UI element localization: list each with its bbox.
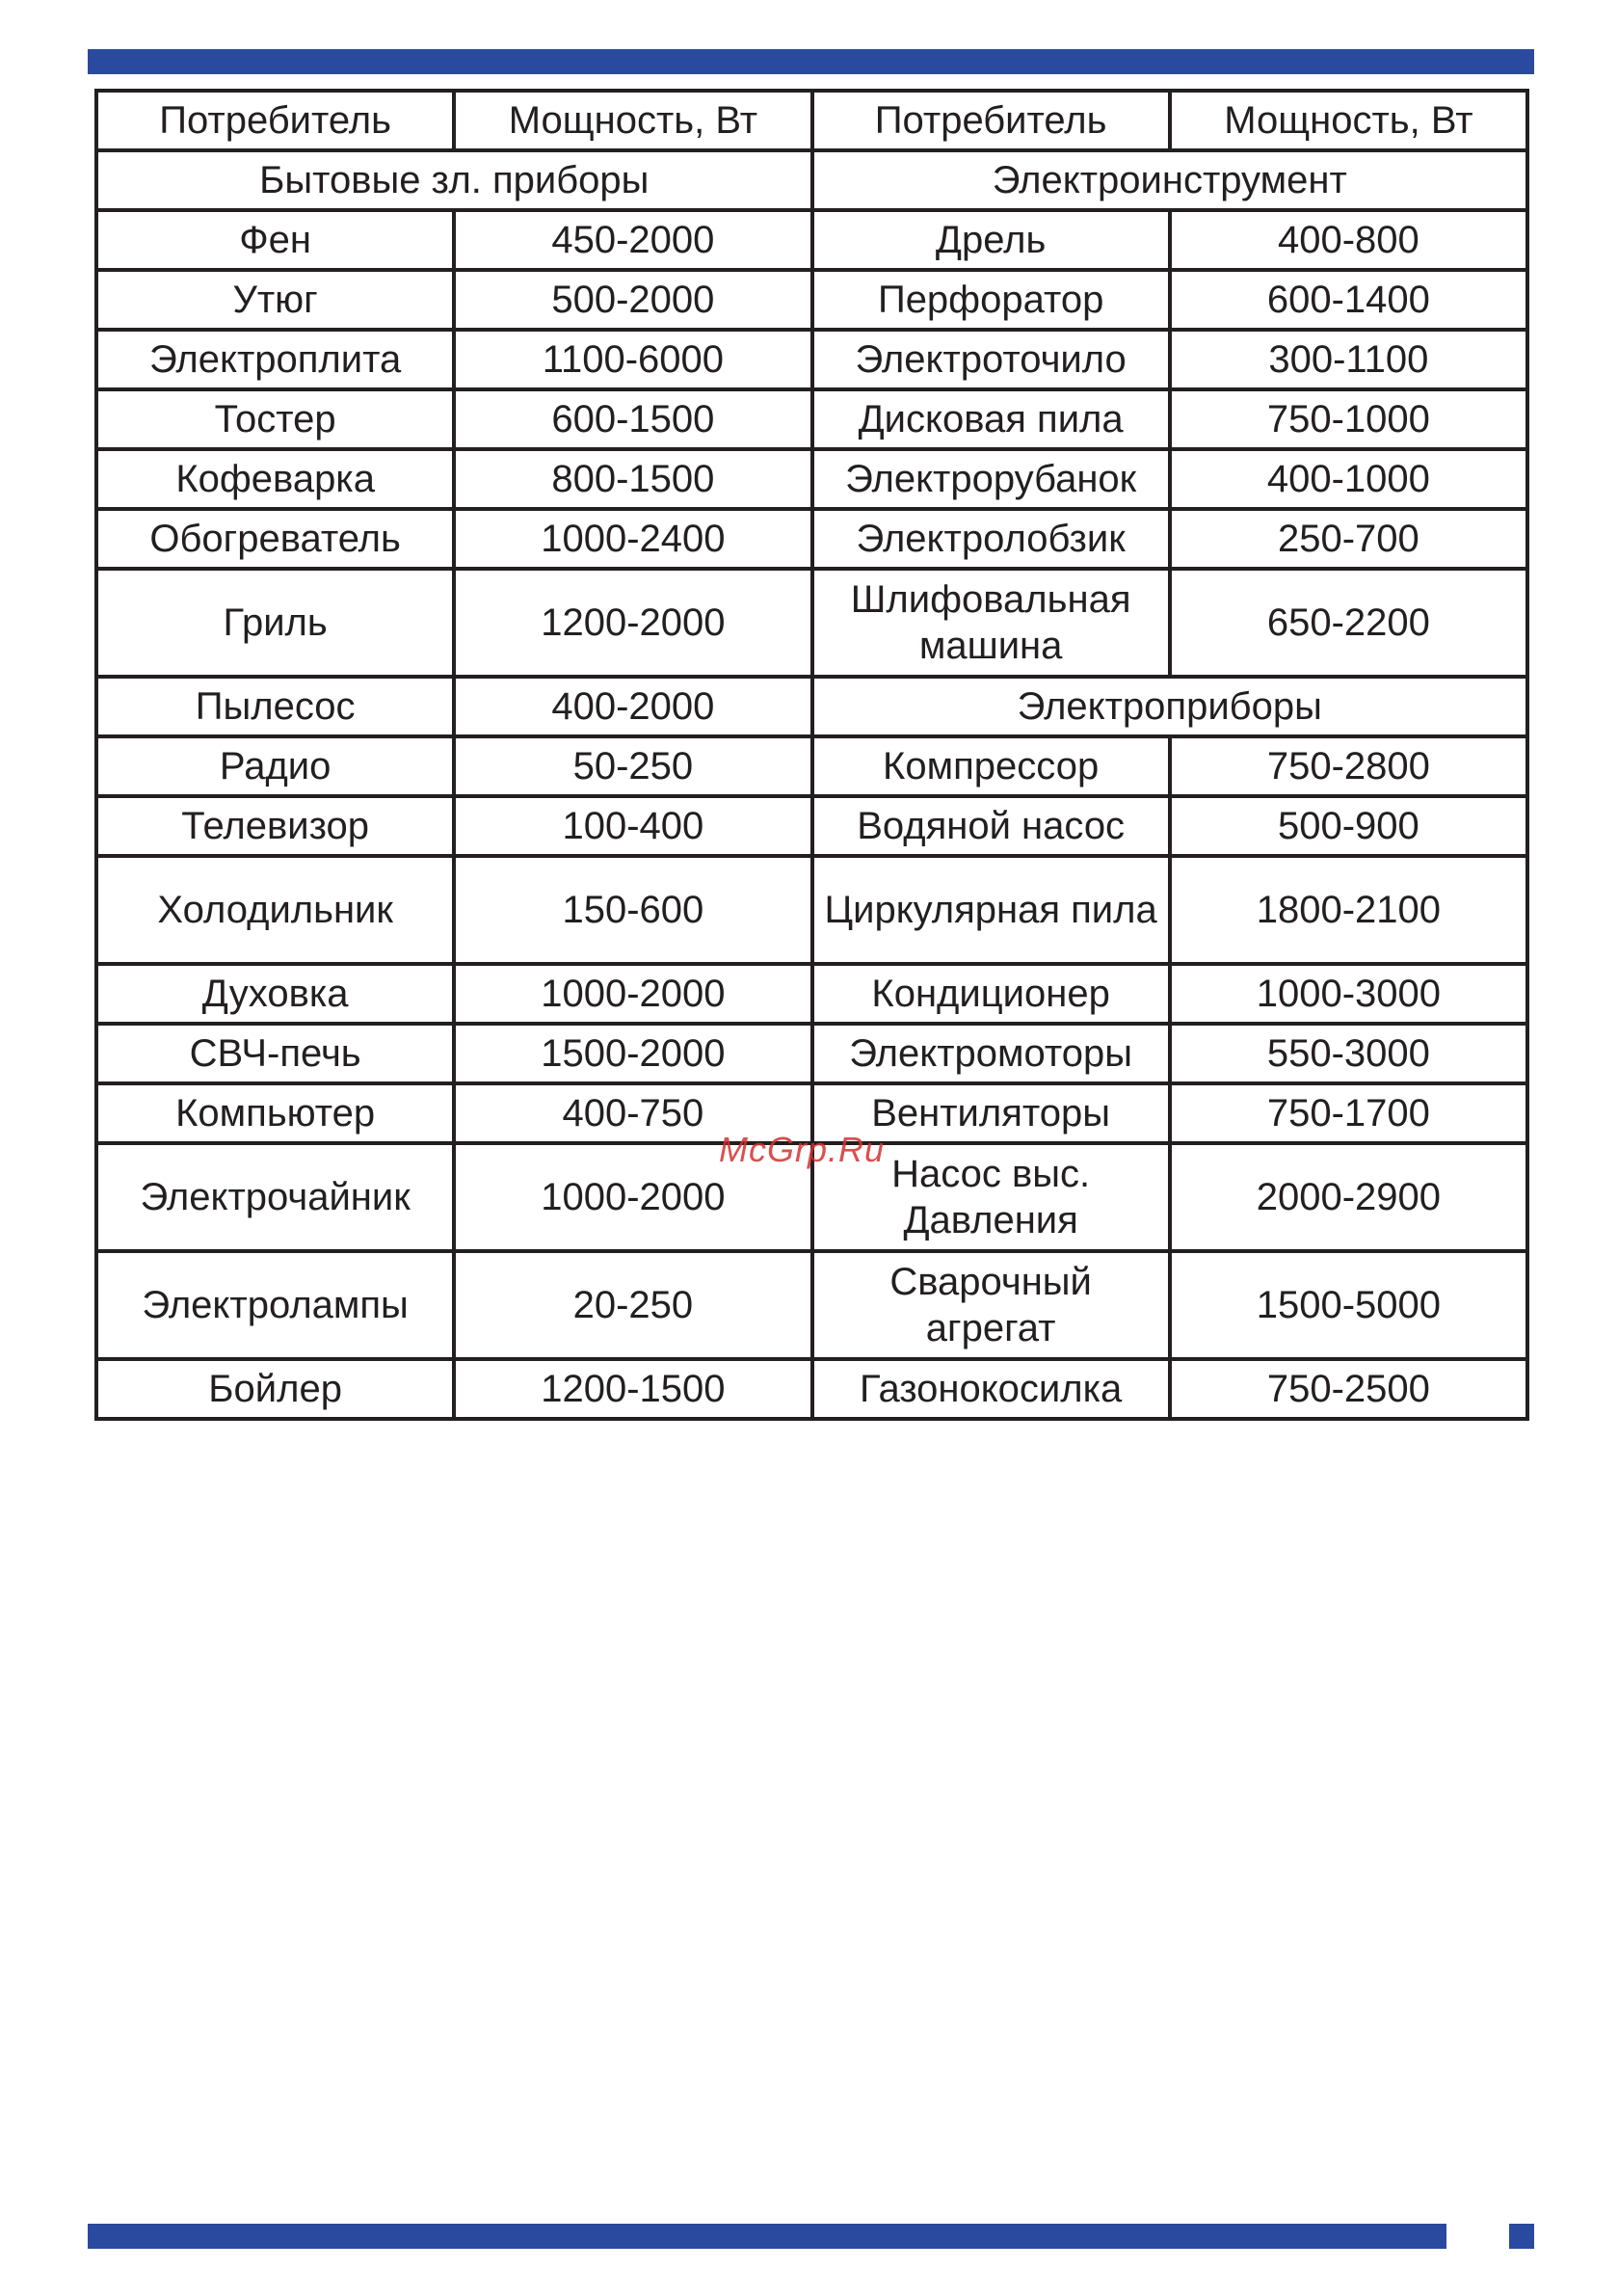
power-consumption-table (94, 89, 1529, 1421)
table-row (96, 1024, 1527, 1083)
consumer-name: Бойлер (96, 1359, 454, 1419)
header-power-right: Мощность, Вт (1170, 91, 1527, 150)
power-value: 1000-3000 (1170, 964, 1527, 1024)
power-value: 1100-6000 (454, 330, 811, 389)
power-value: 450-2000 (454, 210, 811, 270)
power-value: 400-1000 (1170, 449, 1527, 509)
power-value: 600-1500 (454, 389, 811, 449)
power-value: 600-1400 (1170, 270, 1527, 330)
power-value: 1800-2100 (1170, 856, 1527, 964)
header-consumer-left: Потребитель (96, 91, 454, 150)
power-value: 750-2800 (1170, 736, 1527, 796)
consumer-name: Электромоторы (812, 1024, 1170, 1083)
power-value: 1200-1500 (454, 1359, 811, 1419)
consumer-name: Электролампы (96, 1251, 454, 1359)
power-value: 1000-2400 (454, 509, 811, 569)
header-power-left: Мощность, Вт (454, 91, 811, 150)
power-value: 750-1700 (1170, 1083, 1527, 1143)
power-value: 150-600 (454, 856, 811, 964)
power-value: 100-400 (454, 796, 811, 856)
consumer-name: Гриль (96, 569, 454, 677)
consumer-name: Сварочный агрегат (812, 1251, 1170, 1359)
power-value: 650-2200 (1170, 569, 1527, 677)
consumer-name: Радио (96, 736, 454, 796)
header-consumer-right: Потребитель (812, 91, 1170, 150)
section-household-appliances: Бытовые зл. приборы (96, 150, 812, 210)
power-value: 300-1100 (1170, 330, 1527, 389)
consumer-name: Вентиляторы (812, 1083, 1170, 1143)
bottom-decorative-bar (88, 2224, 1446, 2249)
power-value: 2000-2900 (1170, 1143, 1527, 1251)
table-row (96, 569, 1527, 677)
power-value: 400-800 (1170, 210, 1527, 270)
table-row (96, 856, 1527, 964)
table-row (96, 509, 1527, 569)
table-row (96, 1251, 1527, 1359)
power-value: 750-2500 (1170, 1359, 1527, 1419)
consumer-name: Электроточило (812, 330, 1170, 389)
table-row (96, 796, 1527, 856)
power-value: 50-250 (454, 736, 811, 796)
power-value: 500-900 (1170, 796, 1527, 856)
table-row (96, 1359, 1527, 1419)
power-value: 500-2000 (454, 270, 811, 330)
table-row (96, 449, 1527, 509)
consumer-name: Телевизор (96, 796, 454, 856)
consumer-name: Кондиционер (812, 964, 1170, 1024)
power-value: 400-2000 (454, 677, 811, 736)
consumer-name: Компьютер (96, 1083, 454, 1143)
consumer-name: Электроплита (96, 330, 454, 389)
consumer-name: Холодильник (96, 856, 454, 964)
top-decorative-bar (88, 49, 1534, 74)
consumer-name: Тостер (96, 389, 454, 449)
consumer-name: Компрессор (812, 736, 1170, 796)
consumer-name: Насос выс. Давления (812, 1143, 1170, 1251)
consumer-name: Дрель (812, 210, 1170, 270)
consumer-name: Электрочайник (96, 1143, 454, 1251)
power-value: 1500-5000 (1170, 1251, 1527, 1359)
consumer-name: Обогреватель (96, 509, 454, 569)
consumer-name: Электрорубанок (812, 449, 1170, 509)
consumer-name: Пылесос (96, 677, 454, 736)
consumer-name: Газонокосилка (812, 1359, 1170, 1419)
watermark-text: McGrp.Ru (719, 1130, 886, 1169)
section-power-tools: Электроинструмент (812, 150, 1528, 210)
table-row (96, 270, 1527, 330)
power-value: 800-1500 (454, 449, 811, 509)
power-value: 250-700 (1170, 509, 1527, 569)
table-header-row (96, 91, 1527, 150)
table-row (96, 389, 1527, 449)
consumer-name: Кофеварка (96, 449, 454, 509)
power-value: 1500-2000 (454, 1024, 811, 1083)
power-value: 20-250 (454, 1251, 811, 1359)
power-value: 1000-2000 (454, 1143, 811, 1251)
consumer-name: Водяной насос (812, 796, 1170, 856)
consumer-name: Дисковая пила (812, 389, 1170, 449)
consumer-name: Утюг (96, 270, 454, 330)
consumer-name: Циркулярная пила (812, 856, 1170, 964)
consumer-name: Шлифовальная машина (812, 569, 1170, 677)
table-row (96, 964, 1527, 1024)
table-row (96, 210, 1527, 270)
power-value: 400-750 (454, 1083, 811, 1143)
consumer-name: Фен (96, 210, 454, 270)
table-row (96, 330, 1527, 389)
table-row (96, 736, 1527, 796)
bottom-decorative-square (1509, 2224, 1534, 2249)
section-row (96, 150, 1527, 210)
consumer-name: Духовка (96, 964, 454, 1024)
consumer-name: Электролобзик (812, 509, 1170, 569)
consumer-name: СВЧ-печь (96, 1024, 454, 1083)
power-value: 1200-2000 (454, 569, 811, 677)
consumer-name: Перфоратор (812, 270, 1170, 330)
table-row (96, 677, 1527, 736)
power-value: 750-1000 (1170, 389, 1527, 449)
power-value: 1000-2000 (454, 964, 811, 1024)
power-value: 550-3000 (1170, 1024, 1527, 1083)
section-electrical-devices: Электроприборы (812, 677, 1528, 736)
